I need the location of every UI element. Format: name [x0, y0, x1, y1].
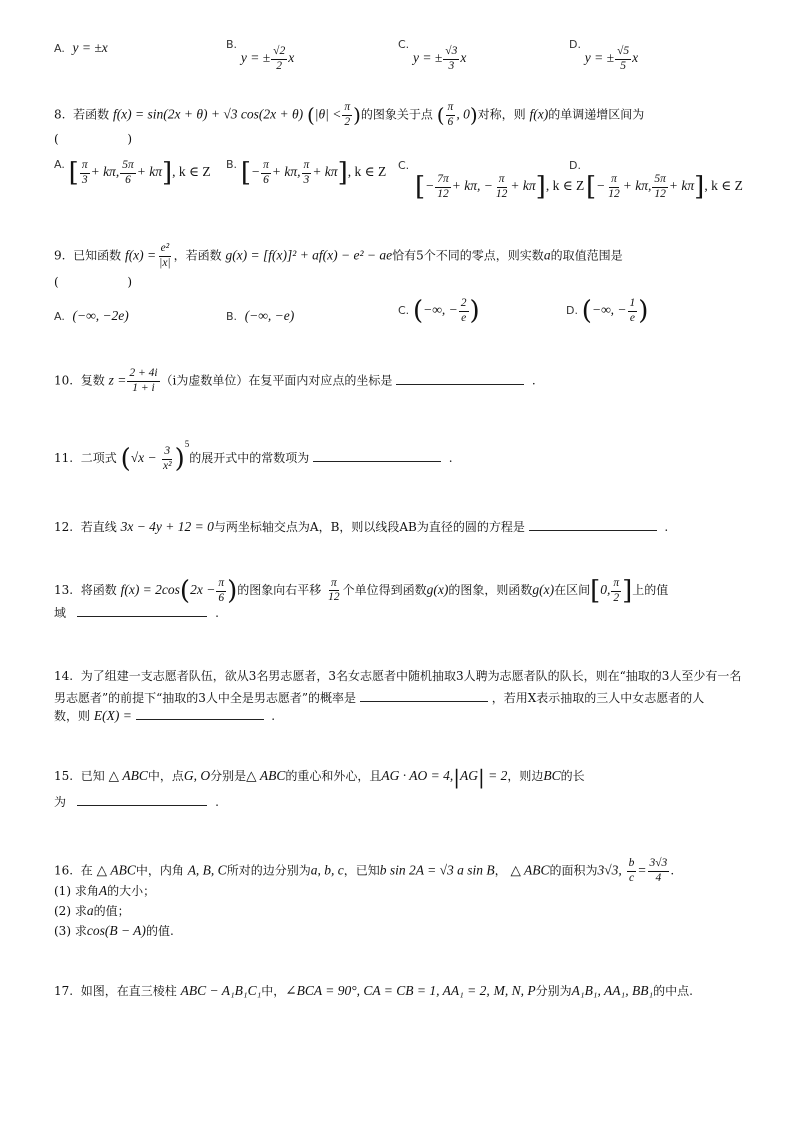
- q17-stem: 17. 如图，在直三棱柱 ABC − A₁B₁C₁中，∠BCA = 90°, CA = CB = 1, AA₁ = 2, M, N, P分别为A₁B₁, AA₁, BB₁的中点.: [54, 983, 693, 998]
- q9-answer-paren: ( ): [54, 275, 133, 289]
- q7-a-math: y = ±x: [72, 40, 108, 55]
- q10-answer-blank[interactable]: [396, 383, 524, 385]
- q8-number: 8.: [54, 107, 66, 122]
- q9-option-d: D. (−∞, − $\frac{1}{e}$ ): [566, 296, 649, 326]
- q7-option-d: [569, 38, 639, 72]
- q13-stem: 13. 将函数 f(x) = 2cos(2x − $\frac{\pi}{6}$ )的图象向右平移 $\frac{\pi}{12}$ 个单位得到函数g(x)的图象，则函数g(x)在区间[0, $\frac{\pi}{2}$ ]上的值: [54, 576, 669, 606]
- q7-c-math: y = ± $\frac{√3}{3}$ x: [413, 45, 467, 72]
- q11-stem: 11. 二项式 (√x − $\frac{3}{\text{x²}}$ )$^5$的展开式中的常数项为 .: [54, 438, 453, 474]
- q12-number: 12.: [54, 520, 74, 534]
- q16-subq-2: (2) 求a的值；: [54, 903, 130, 918]
- q8-stem: 8. 若函数 f(x) = sin(2x + θ) + √3 cos(2x + θ) (|θ| < $\frac{\pi}{2}$ )的图象关于点 ( $\frac{\pi}{6}$ , 0)对称，则 f(x)的单调递增区间为: [54, 101, 645, 128]
- q13-number: 13.: [54, 583, 74, 598]
- q14-line3: 数，则 E(X) = .: [54, 708, 276, 723]
- q13-answer-blank[interactable]: [77, 615, 207, 617]
- q8-option-a: A. [ $\frac{\pi}{3}$ + kπ, $\frac{5\pi}{6}$ + kπ], k ∈ Z: [54, 158, 211, 188]
- q7-b-label: B.: [226, 38, 238, 51]
- q15-line2: 为 .: [54, 795, 219, 809]
- q16-subq-3: (3) 求cos(B − A)的值.: [54, 923, 174, 938]
- q7-c-label: C.: [398, 38, 410, 51]
- q7-option-a: [54, 40, 108, 56]
- q14-answer-blank-1[interactable]: [360, 700, 488, 702]
- q11-answer-blank[interactable]: [313, 460, 441, 462]
- q8-option-b: B. [− $\frac{\pi}{6}$ + kπ, $\frac{\pi}{3}$ + kπ], k ∈ Z: [226, 158, 387, 188]
- q13-line2: 域 .: [54, 606, 219, 620]
- q17-number: 17.: [54, 984, 74, 998]
- q12-answer-blank[interactable]: [529, 529, 657, 531]
- q16-number: 16.: [54, 863, 74, 878]
- q14-answer-blank-2[interactable]: [136, 718, 264, 720]
- q14-line2: 男志愿者”的前提下“抽取的3人中全是男志愿者”的概率是 ，若用X表示抽取的三人中女志愿者的人: [54, 691, 705, 705]
- q7-option-b: [226, 38, 295, 72]
- q14-line1: 14. 为了组建一支志愿者队伍，欲从3名男志愿者，3名女志愿者中随机抽取3人聘为志愿者队的队长，则在“抽取的3人至少有一名: [54, 669, 742, 683]
- q8-option-c: [− $\frac{7\pi}{12}$ + kπ, − $\frac{\pi}{12}$ + kπ], k ∈ Z: [415, 172, 585, 202]
- q10-number: 10.: [54, 373, 74, 388]
- q15-stem: 15. 已知 △ ABC中，点G, O分别是△ ABC的重心和外心，且AG · AO = 4,|AG| = 2，则边BC的长: [54, 765, 585, 789]
- q9-stem: 9. 已知函数 f(x) = $\frac{\text{e²}}{|x|}$ ，若函数 g(x) = [f(x)]² + af(x) − e² − ae恰有5个不同的零点，则实数a的取值范围是: [54, 242, 623, 269]
- q15-number: 15.: [54, 769, 74, 784]
- q16-subq-1: (1) 求角A的大小；: [54, 883, 156, 898]
- q9-option-a: A. (−∞, −2e): [54, 308, 129, 323]
- q9-option-c: C. (−∞, − $\frac{2}{e}$ ): [398, 296, 480, 326]
- q8-answer-paren: ( ): [54, 132, 133, 146]
- q8-function: f(x) = sin(2x + θ) + √3 cos(2x + θ): [112, 106, 304, 122]
- q15-answer-blank[interactable]: [77, 804, 207, 806]
- q8-option-c-label: C.: [398, 159, 410, 172]
- q10-stem: 10. 复数 z = $\frac{2 + 4i}{1 + i}$ （i为虚数单位）在复平面内对应点的坐标是 .: [54, 367, 536, 394]
- q7-d-math: y = ± $\frac{√5}{5}$ x: [584, 45, 639, 72]
- q16-stem: 16. 在 △ ABC中，内角 A, B, C所对的边分别为a, b, c，已知b sin 2A = √3 a sin B， △ ABC的面积为3√3, $\frac{b}{c}$ = $\frac{3√3}{4}$ .: [54, 857, 675, 884]
- q9-option-b: B. (−∞, −e): [226, 308, 295, 323]
- q8-option-d: [− $\frac{\pi}{12}$ + kπ, $\frac{5\pi}{12}$ + kπ], k ∈ Z: [586, 172, 743, 202]
- q7-a-label: A.: [54, 42, 65, 55]
- q7-option-c: [398, 38, 467, 72]
- q7-d-label: D.: [569, 38, 581, 51]
- q9-number: 9.: [54, 248, 66, 263]
- q7-b-math: y = ± $\frac{√2}{2}$ x: [240, 45, 295, 72]
- q11-number: 11.: [54, 451, 74, 466]
- q12-stem: 12. 若直线 3x − 4y + 12 = 0与两坐标轴交点为A，B，则以线段AB为直径的圆的方程是 .: [54, 519, 669, 534]
- q14-number: 14.: [54, 669, 74, 683]
- q8-option-d-label: D.: [569, 159, 581, 172]
